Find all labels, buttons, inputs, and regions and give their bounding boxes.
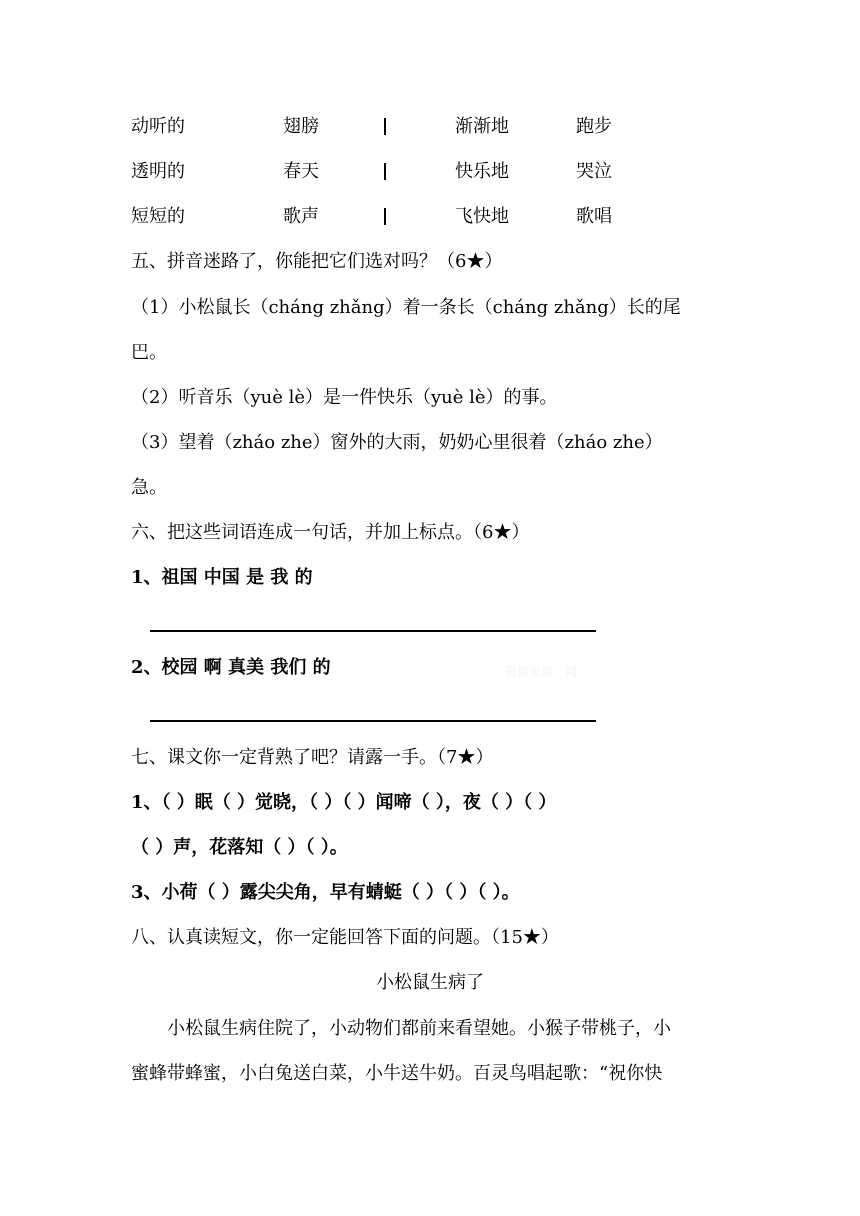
match-word: 短短的 bbox=[131, 206, 185, 227]
match-word: 跑步 bbox=[576, 116, 612, 137]
section5-q3-cont: 急。 bbox=[131, 477, 167, 498]
answer-line-1 bbox=[150, 630, 596, 632]
section7-q1: 1、（ ）眠（ ）觉晓，（ ）（ ）闻啼（ ），夜（ ）（ ） bbox=[131, 792, 557, 813]
story-paragraph-line: 小松鼠生病住院了，小动物们都前来看望她。小猴子带桃子，小 bbox=[131, 1018, 671, 1039]
answer-line-2 bbox=[150, 720, 596, 722]
section6-q2: 2、校园 啊 真美 我们 的 bbox=[131, 657, 331, 678]
match-word: 哭泣 bbox=[576, 161, 612, 182]
section5-q1-cont: 巴。 bbox=[131, 342, 167, 363]
match-word: 透明的 bbox=[131, 161, 185, 182]
divider bbox=[384, 163, 386, 180]
section6-heading: 六、把这些词语连成一句话，并加上标点。（6★） bbox=[131, 522, 530, 543]
match-word: 翅膀 bbox=[283, 116, 319, 137]
section5-heading: 五、拼音迷路了，你能把它们选对吗？（6★） bbox=[131, 251, 503, 272]
section6-q1: 1、祖国 中国 是 我 的 bbox=[131, 567, 313, 588]
section5-q3: （3）望着（zháo zhe）窗外的大雨，奶奶心里很着（zháo zhe） bbox=[131, 432, 663, 453]
section7-heading: 七、课文你一定背熟了吧？请露一手。（7★） bbox=[131, 747, 494, 768]
story-title: 小松鼠生病了 bbox=[376, 972, 484, 993]
match-word: 歌唱 bbox=[576, 206, 612, 227]
match-word: 动听的 bbox=[131, 116, 185, 137]
section5-q1: （1）小松鼠长（cháng zhǎng）着一条长（cháng zhǎng）长的尾 bbox=[131, 297, 681, 318]
section7-q3: 3、小荷（ ）露尖尖角，早有蜻蜓（ ）（ ）（ ）。 bbox=[131, 882, 520, 903]
section5-q2: （2）听音乐（yuè lè）是一件快乐（yuè lè）的事。 bbox=[131, 387, 558, 408]
watermark-text: 资源来源：网 bbox=[505, 665, 578, 679]
story-paragraph-line: 蜜蜂带蜂蜜，小白兔送白菜，小牛送牛奶。百灵鸟唱起歌：“祝你快 bbox=[131, 1063, 663, 1084]
match-word: 快乐地 bbox=[455, 161, 509, 182]
section8-heading: 八、认真读短文，你一定能回答下面的问题。（15★） bbox=[131, 927, 559, 948]
match-word: 春天 bbox=[283, 161, 319, 182]
match-word: 渐渐地 bbox=[455, 116, 509, 137]
divider bbox=[384, 118, 386, 135]
section7-q1-cont: （ ）声，花落知（ ）（ ）。 bbox=[131, 837, 348, 858]
divider bbox=[384, 208, 386, 225]
match-word: 飞快地 bbox=[455, 206, 509, 227]
match-word: 歌声 bbox=[283, 206, 319, 227]
